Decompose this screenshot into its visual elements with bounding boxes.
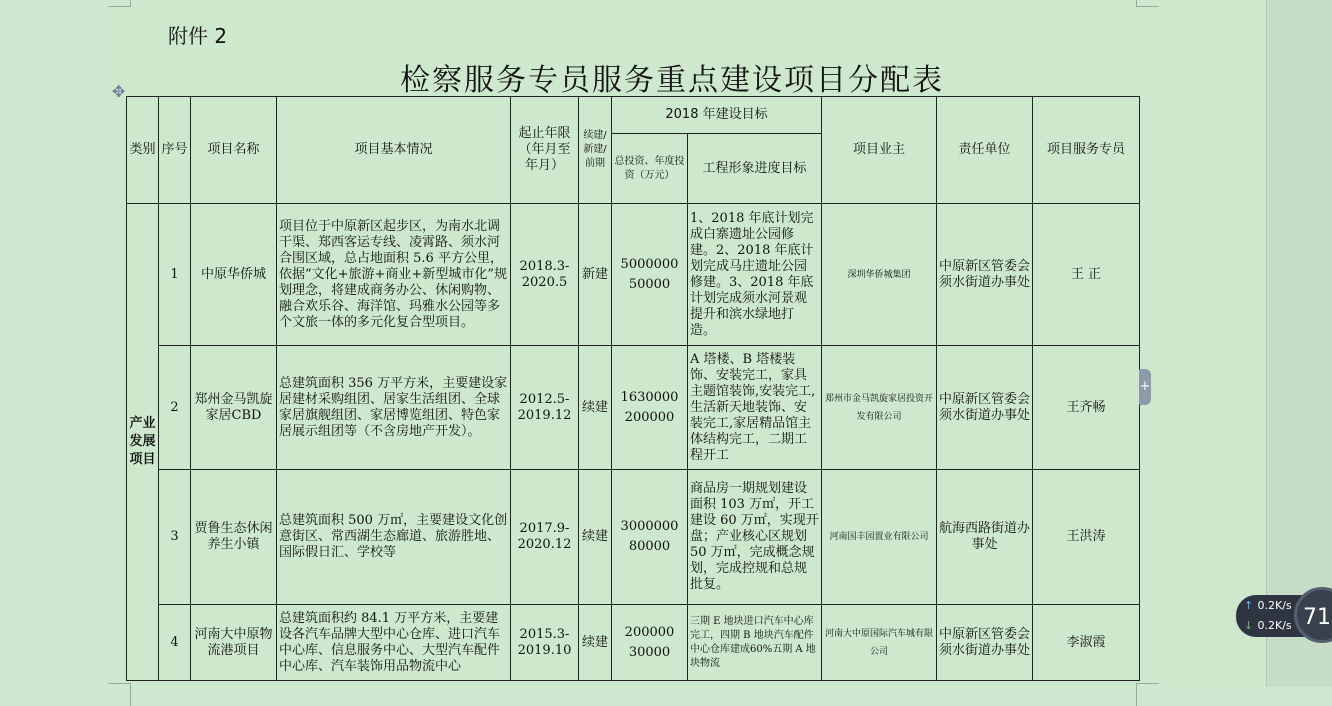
row-progress: A 塔楼、B 塔楼装饰、安装完工，家具主题馆装饰,安装完工,生活新天地装饰、安装完工,家居精品馆主体结构完工，二期工程开工 [688,346,822,470]
row-specialist: 王 正 [1033,204,1140,346]
header-period: 起止年限（年月至年月） [511,97,579,204]
table-row [127,346,1140,470]
download-row [1244,619,1292,632]
table-row [127,204,1140,346]
row-period: 2012.5-2019.12 [511,346,579,470]
table-move-handle-icon[interactable]: ✥ [112,82,126,101]
annual-investment: 50000 [628,276,671,292]
row-progress: 商品房一期规划建设面积 103 万㎡，开工建设 60 万㎡，实现开盘；产业核心区规划 50 万㎡，完成概念规划，完成控规和总规批复。 [688,470,822,605]
row-status: 续建 [579,470,612,605]
row-no: 4 [159,605,191,681]
page-corner-mark [1136,0,1159,7]
category-cell: 产业发展项目 [127,204,159,681]
header-no: 序号 [159,97,191,204]
header-progress: 工程形象进度目标 [688,134,822,204]
annual-investment: 30000 [628,644,671,660]
header-goal-group: 2018 年建设目标 [612,97,822,134]
row-unit: 中原新区管委会须水街道办事处 [937,204,1033,346]
row-status: 新建 [579,204,612,346]
header-category: 类别 [127,97,159,204]
row-status: 续建 [579,605,612,681]
row-progress: 三期 E 地块进口汽车中心库完工，四期 B 地块汽车配件中心仓库建成60%五期 A 地块物流 [688,605,822,681]
document-title: 检察服务专员服务重点建设项目分配表 [400,63,944,98]
row-basic: 总建筑面积 500 万㎡，主要建设文化创意街区、常西湖生态廊道、旅游胜地、国际假日汇、学校等 [277,470,511,605]
row-period: 2018.3-2020.5 [511,204,579,346]
annual-investment: 200000 [624,409,675,425]
row-investment [612,346,688,470]
page-corner-mark [1136,683,1159,706]
annual-investment: 80000 [628,539,671,554]
header-specialist: 项目服务专员 [1033,97,1140,204]
header-basic: 项目基本情况 [277,97,511,204]
download-arrow-icon: ↓ [1244,619,1254,632]
header-name: 项目名称 [191,97,277,204]
project-table [126,96,1140,681]
performance-gauge[interactable]: 71 [1294,587,1332,643]
total-investment: 3000000 [620,519,679,534]
header-unit: 责任单位 [937,97,1033,204]
row-no: 2 [159,346,191,470]
row-owner: 河南国丰园置业有限公司 [822,470,937,605]
row-name: 河南大中原物流港项目 [191,605,277,681]
header-owner: 项目业主 [822,97,937,204]
download-speed: 0.2K/s [1257,619,1292,632]
upload-row [1244,599,1292,612]
row-investment [612,605,688,681]
page-corner-mark [108,683,131,706]
row-name: 中原华侨城 [191,204,277,346]
header-status: 续建/新建/前期 [579,97,612,204]
total-investment: 5000000 [620,256,679,272]
row-progress: 1、2018 年底计划完成白寨遗址公园修建。2、2018 年底计划完成马庄遗址公园修建。3、2018 年底计划完成须水河景观提升和滨水绿地打造。 [688,204,822,346]
row-specialist: 王洪涛 [1033,470,1140,605]
row-no: 1 [159,204,191,346]
row-name: 郑州金马凯旋家居CBD [191,346,277,470]
upload-speed: 0.2K/s [1257,599,1292,612]
row-status: 续建 [579,346,612,470]
right-gutter [1266,0,1332,687]
page-corner-mark [108,0,131,7]
row-basic: 总建筑面积约 84.1 万平方米，主要建设各汽车品牌大型中心仓库、进口汽车中心库、信息服务中心、大型汽车配件中心库、汽车装饰用品物流中心 [277,605,511,681]
total-investment: 1630000 [620,389,679,405]
row-owner: 郑州市金马凯旋家居投资开发有限公司 [822,346,937,470]
header-investment: 总投资、年度投资（万元） [612,134,688,204]
row-specialist: 王齐畅 [1033,346,1140,470]
total-investment: 200000 [624,624,675,640]
row-investment [612,204,688,346]
side-expand-tab[interactable]: + [1139,369,1151,405]
row-period: 2015.3-2019.10 [511,605,579,681]
row-owner: 河南大中原国际汽车城有限公司 [822,605,937,681]
row-unit: 中原新区管委会须水街道办事处 [937,605,1033,681]
row-specialist: 李淑霞 [1033,605,1140,681]
row-investment [612,470,688,605]
header-row [127,97,1140,134]
row-unit: 航海西路街道办事处 [937,470,1033,605]
row-unit: 中原新区管委会须水街道办事处 [937,346,1033,470]
row-name: 贾鲁生态休闲养生小镇 [191,470,277,605]
row-period: 2017.9-2020.12 [511,470,579,605]
row-no: 3 [159,470,191,605]
row-basic: 项目位于中原新区起步区，为南水北调干渠、郑西客运专线、凌霄路、须水河合围区域，总占地面积 5.6 平方公里，依据“文化+旅游+商业+新型城市化”规划理念，将建成商务办公、休闲购物、融合欢乐谷、海洋馆、玛雅水公园等多个文旅一体的多元化复合型项目。 [277,204,511,346]
row-basic: 总建筑面积 356 万平方米，主要建设家居建材采购组团、居家生活组团、全球家居旗舰组团、家居博览组团、特色家居展示组团等（不含房地产开发）。 [277,346,511,470]
table-row [127,605,1140,681]
upload-arrow-icon: ↑ [1244,599,1254,612]
table-row [127,470,1140,605]
attachment-label: 附件 2 [168,24,228,48]
row-owner: 深圳华侨城集团 [822,204,937,346]
